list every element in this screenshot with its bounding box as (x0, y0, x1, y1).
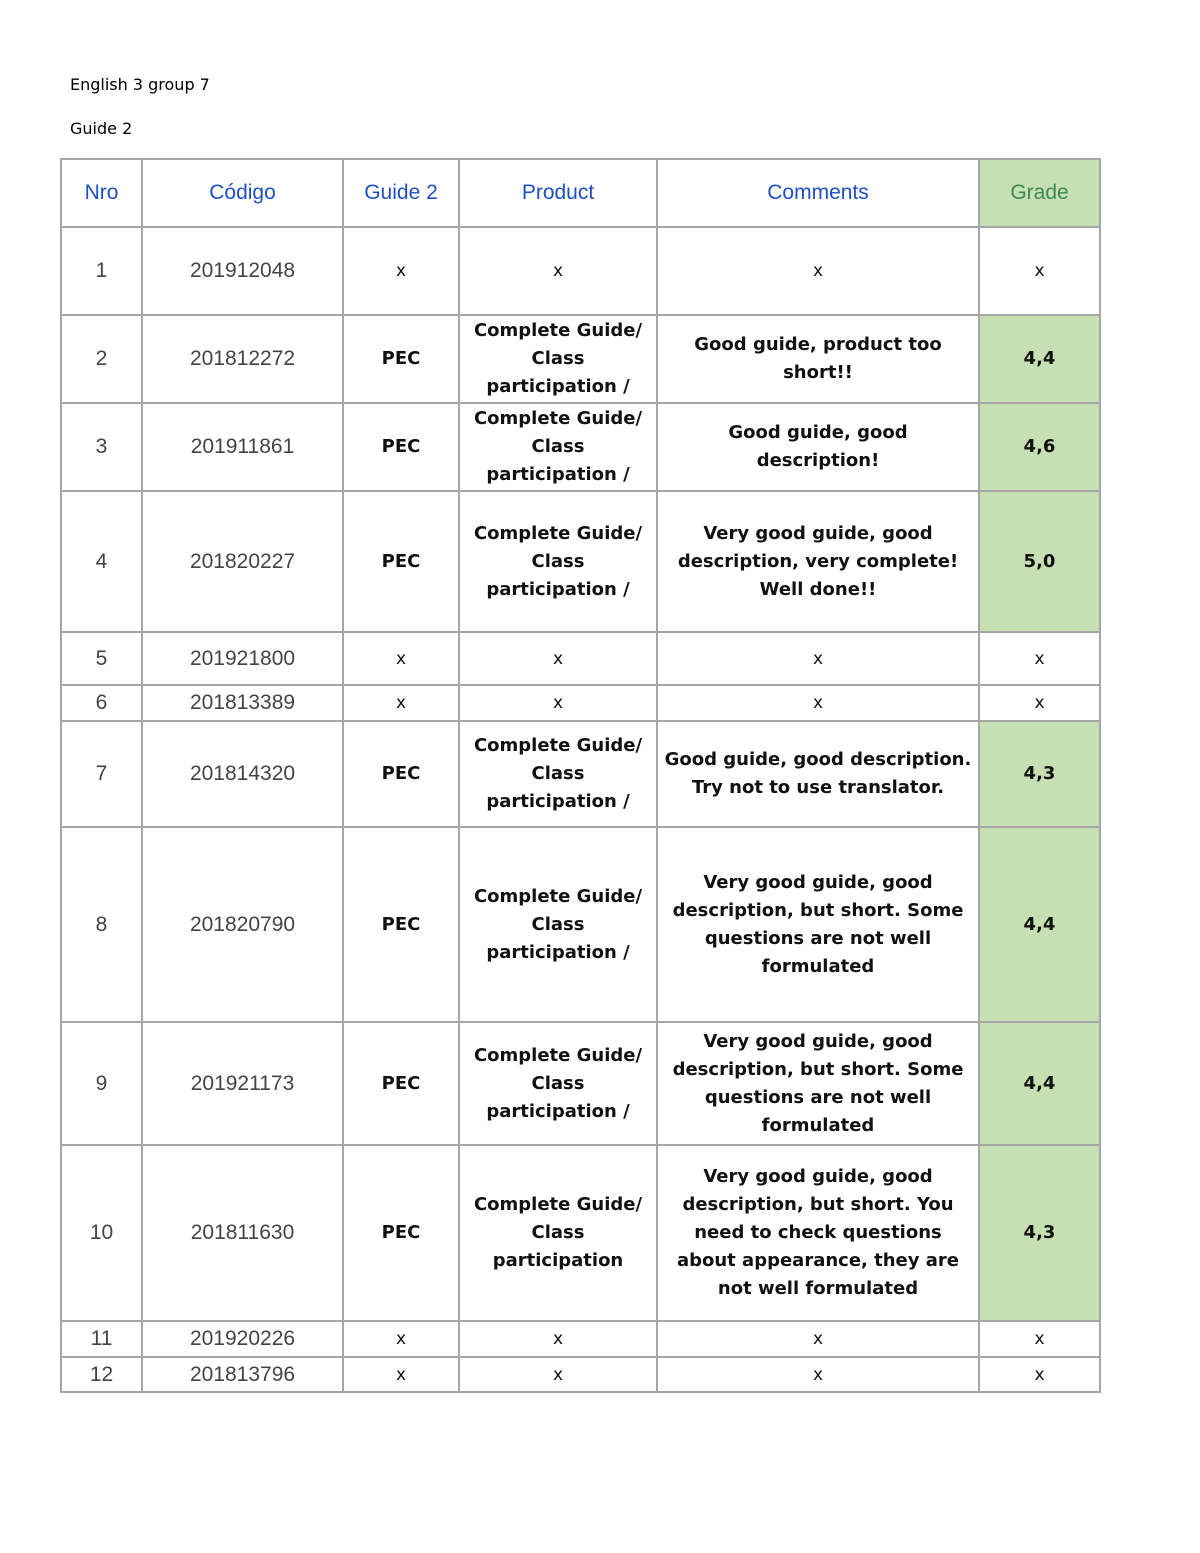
table-row (61, 632, 1100, 685)
cell-product: Complete Guide/ Class participation / (459, 403, 657, 491)
table-row (61, 491, 1100, 632)
cell-codigo: 201813796 (142, 1357, 343, 1392)
cell-nro: 8 (61, 827, 142, 1022)
cell-codigo: 201920226 (142, 1321, 343, 1357)
column-header-codigo: Código (142, 159, 343, 227)
cell-nro: 9 (61, 1022, 142, 1145)
cell-comments: Good guide, good description! (657, 403, 979, 491)
cell-guide: PEC (343, 491, 459, 632)
cell-nro: 7 (61, 721, 142, 827)
cell-guide: PEC (343, 827, 459, 1022)
cell-product: Complete Guide/ Class participation / (459, 827, 657, 1022)
column-header-grade: Grade (979, 159, 1100, 227)
cell-guide: x (343, 1321, 459, 1357)
table-row (61, 1357, 1100, 1392)
cell-nro: 10 (61, 1145, 142, 1321)
cell-guide: x (343, 1357, 459, 1392)
cell-nro: 1 (61, 227, 142, 315)
cell-grade: x (979, 227, 1100, 315)
cell-guide: PEC (343, 403, 459, 491)
cell-guide: PEC (343, 315, 459, 403)
cell-nro: 11 (61, 1321, 142, 1357)
cell-codigo: 201921173 (142, 1022, 343, 1145)
cell-codigo: 201814320 (142, 721, 343, 827)
document-subtitle: Guide 2 (70, 119, 133, 138)
cell-comments: Good guide, product too short!! (657, 315, 979, 403)
cell-grade: 4,6 (979, 403, 1100, 491)
table-row (61, 1145, 1100, 1321)
cell-codigo: 201912048 (142, 227, 343, 315)
cell-product: Complete Guide/ Class participation (459, 1145, 657, 1321)
cell-product: x (459, 227, 657, 315)
cell-product: x (459, 1357, 657, 1392)
document-title: English 3 group 7 (70, 75, 210, 94)
cell-codigo: 201811630 (142, 1145, 343, 1321)
table-row (61, 1321, 1100, 1357)
cell-product: Complete Guide/ Class participation / (459, 1022, 657, 1145)
table-row (61, 1022, 1100, 1145)
table-header-row (61, 159, 1100, 227)
cell-guide: x (343, 227, 459, 315)
table-row (61, 721, 1100, 827)
cell-codigo: 201820227 (142, 491, 343, 632)
cell-nro: 6 (61, 685, 142, 721)
cell-comments: Very good guide, good description, very complete! Well done!! (657, 491, 979, 632)
cell-grade: 4,4 (979, 827, 1100, 1022)
cell-product: x (459, 632, 657, 685)
cell-product: x (459, 1321, 657, 1357)
cell-guide: PEC (343, 1022, 459, 1145)
cell-grade: 4,3 (979, 721, 1100, 827)
cell-nro: 4 (61, 491, 142, 632)
table-row (61, 227, 1100, 315)
cell-comments: Very good guide, good description, but short. Some questions are not well formulated (657, 1022, 979, 1145)
table-row (61, 827, 1100, 1022)
cell-guide: x (343, 685, 459, 721)
cell-grade: x (979, 1321, 1100, 1357)
cell-comments: x (657, 685, 979, 721)
cell-grade: 4,3 (979, 1145, 1100, 1321)
cell-comments: x (657, 1357, 979, 1392)
table-row (61, 685, 1100, 721)
column-header-comments: Comments (657, 159, 979, 227)
column-header-product: Product (459, 159, 657, 227)
cell-product: Complete Guide/ Class participation / (459, 315, 657, 403)
cell-codigo: 201911861 (142, 403, 343, 491)
cell-codigo: 201812272 (142, 315, 343, 403)
cell-grade: x (979, 685, 1100, 721)
cell-product: x (459, 685, 657, 721)
cell-grade: 5,0 (979, 491, 1100, 632)
cell-comments: x (657, 632, 979, 685)
cell-comments: Very good guide, good description, but short. You need to check questions about appearance, they are not well formulated (657, 1145, 979, 1321)
cell-comments: Good guide, good description. Try not to use translator. (657, 721, 979, 827)
cell-comments: x (657, 1321, 979, 1357)
column-header-nro: Nro (61, 159, 142, 227)
column-header-guide: Guide 2 (343, 159, 459, 227)
table-row (61, 315, 1100, 403)
cell-guide: PEC (343, 1145, 459, 1321)
cell-grade: 4,4 (979, 1022, 1100, 1145)
cell-comments: Very good guide, good description, but short. Some questions are not well formulated (657, 827, 979, 1022)
cell-guide: PEC (343, 721, 459, 827)
cell-product: Complete Guide/ Class participation / (459, 491, 657, 632)
table-row (61, 403, 1100, 491)
cell-nro: 3 (61, 403, 142, 491)
cell-grade: 4,4 (979, 315, 1100, 403)
cell-grade: x (979, 1357, 1100, 1392)
cell-nro: 2 (61, 315, 142, 403)
cell-product: Complete Guide/ Class participation / (459, 721, 657, 827)
grades-table (60, 158, 1101, 1393)
cell-grade: x (979, 632, 1100, 685)
cell-codigo: 201921800 (142, 632, 343, 685)
cell-codigo: 201820790 (142, 827, 343, 1022)
cell-nro: 5 (61, 632, 142, 685)
cell-codigo: 201813389 (142, 685, 343, 721)
cell-nro: 12 (61, 1357, 142, 1392)
cell-guide: x (343, 632, 459, 685)
cell-comments: x (657, 227, 979, 315)
